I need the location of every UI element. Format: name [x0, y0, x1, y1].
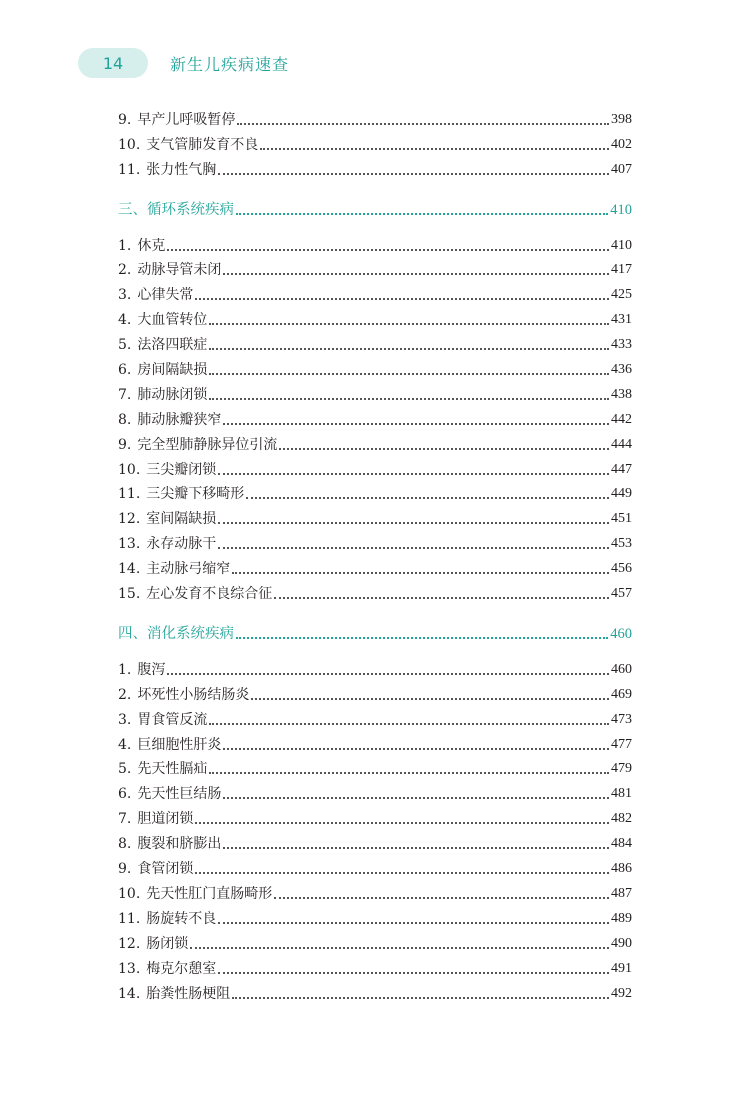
dot-leader — [223, 423, 609, 425]
dot-leader — [167, 249, 609, 251]
entry-page-number: 460 — [611, 661, 632, 677]
entry-page-number: 449 — [611, 486, 632, 502]
entry-page-number: 481 — [611, 786, 632, 802]
toc-entry[interactable] — [118, 454, 632, 479]
entry-number: 6. — [118, 786, 132, 803]
dot-leader — [232, 572, 609, 574]
toc-entry[interactable] — [118, 828, 632, 853]
dot-leader — [190, 947, 609, 949]
entry-title: 腹泻 — [137, 661, 166, 678]
entry-page-number: 482 — [611, 811, 632, 827]
entry-page-number: 436 — [611, 362, 632, 378]
entry-number: 12. — [118, 511, 141, 528]
entry-number: 10. — [118, 461, 141, 478]
entry-page-number: 490 — [611, 935, 632, 951]
entry-page-number: 444 — [611, 436, 632, 452]
dot-leader — [223, 273, 609, 275]
toc-entry[interactable] — [118, 928, 632, 953]
entry-page-number: 492 — [611, 985, 632, 1001]
entry-number: 5. — [118, 761, 132, 778]
entry-title: 肠闭锁 — [146, 935, 189, 952]
entry-page-number: 489 — [611, 910, 632, 926]
dot-leader — [209, 348, 609, 350]
book-title: 新生儿疾病速查 — [170, 54, 290, 74]
entry-title: 先天性肛门直肠畸形 — [146, 885, 273, 902]
toc-entry[interactable] — [118, 279, 632, 304]
dot-leader — [223, 847, 609, 849]
toc-entry[interactable] — [118, 379, 632, 404]
entry-title: 肺动脉闭锁 — [137, 386, 208, 403]
toc-entry[interactable] — [118, 154, 632, 179]
entry-title: 法洛四联症 — [137, 337, 208, 354]
entry-title: 胃食管反流 — [137, 711, 208, 728]
entry-number: 3. — [118, 287, 132, 304]
toc-entry[interactable] — [118, 304, 632, 329]
entry-number: 14. — [118, 985, 141, 1002]
entry-title: 先天性巨结肠 — [137, 786, 222, 803]
entry-page-number: 431 — [611, 312, 632, 328]
entry-title: 主动脉弓缩窄 — [146, 561, 231, 578]
toc-entry[interactable] — [118, 503, 632, 528]
entry-title: 完全型肺静脉异位引流 — [137, 436, 278, 453]
dot-leader — [218, 972, 609, 974]
entry-page-number: 433 — [611, 337, 632, 353]
entry-title: 休克 — [137, 237, 166, 254]
entry-title: 胆道闭锁 — [137, 811, 194, 828]
toc-entry[interactable] — [118, 754, 632, 779]
entry-page-number: 447 — [611, 461, 632, 477]
entry-page-number: 477 — [611, 736, 632, 752]
dot-leader — [260, 148, 609, 150]
toc-entry[interactable] — [118, 255, 632, 280]
dot-leader — [195, 298, 609, 300]
entry-page-number: 456 — [611, 561, 632, 577]
dot-leader — [167, 673, 609, 675]
entry-page-number: 453 — [611, 536, 632, 552]
section-title: 三、循环系统疾病 — [118, 201, 234, 218]
dot-leader — [223, 748, 609, 750]
entry-number: 5. — [118, 337, 132, 354]
toc-entry[interactable] — [118, 953, 632, 978]
entry-title: 大血管转位 — [137, 312, 208, 329]
entry-page-number: 491 — [611, 960, 632, 976]
entry-number: 11. — [118, 910, 141, 927]
entry-title: 永存动脉干 — [146, 536, 217, 553]
entry-title: 肠旋转不良 — [146, 910, 217, 927]
entry-number: 6. — [118, 362, 132, 379]
page-header — [78, 48, 289, 78]
table-of-contents — [118, 104, 632, 1003]
entry-title: 三尖瓣下移畸形 — [146, 486, 245, 503]
entry-number: 12. — [118, 935, 141, 952]
entry-number: 7. — [118, 811, 132, 828]
entry-number: 8. — [118, 411, 132, 428]
entry-number: 8. — [118, 836, 132, 853]
dot-leader — [237, 123, 609, 125]
section-page-number: 410 — [610, 201, 632, 218]
dot-leader — [251, 698, 609, 700]
entry-number: 7. — [118, 386, 132, 403]
entry-title: 动脉导管未闭 — [137, 262, 222, 279]
dot-leader — [209, 373, 609, 375]
dot-leader — [274, 897, 609, 899]
dot-leader — [232, 997, 609, 999]
entry-title: 房间隔缺损 — [137, 362, 208, 379]
toc-entry[interactable] — [118, 479, 632, 504]
entry-number: 3. — [118, 711, 132, 728]
dot-leader — [218, 173, 609, 175]
dot-leader — [218, 547, 609, 549]
toc-entry[interactable] — [118, 429, 632, 454]
toc-entry[interactable] — [118, 528, 632, 553]
toc-entry[interactable] — [118, 230, 632, 255]
dot-leader — [209, 323, 609, 325]
dot-leader — [223, 797, 609, 799]
toc-entry[interactable] — [118, 729, 632, 754]
entry-number: 11. — [118, 161, 141, 178]
dot-leader — [218, 522, 609, 524]
toc-entry[interactable] — [118, 704, 632, 729]
entry-number: 11. — [118, 486, 141, 503]
entry-number: 1. — [118, 237, 132, 254]
toc-section-heading[interactable] — [118, 619, 632, 643]
entry-number: 13. — [118, 536, 141, 553]
section-page-number: 460 — [610, 626, 632, 643]
entry-title: 梅克尔憩室 — [146, 960, 217, 977]
entry-title: 三尖瓣闭锁 — [146, 461, 217, 478]
entry-title: 左心发育不良综合征 — [146, 586, 273, 603]
dot-leader — [274, 597, 609, 599]
entry-page-number: 479 — [611, 761, 632, 777]
entry-page-number: 457 — [611, 586, 632, 602]
entry-page-number: 410 — [611, 237, 632, 253]
entry-number: 2. — [118, 262, 132, 279]
toc-entry[interactable] — [118, 354, 632, 379]
entry-number: 9. — [118, 436, 132, 453]
entry-number: 1. — [118, 661, 132, 678]
dot-leader — [279, 448, 609, 450]
entry-title: 支气管肺发育不良 — [146, 136, 259, 153]
toc-entry[interactable] — [118, 978, 632, 1003]
entry-title: 巨细胞性肝炎 — [137, 736, 222, 753]
entry-title: 先天性膈疝 — [137, 761, 208, 778]
entry-number: 13. — [118, 960, 141, 977]
entry-page-number: 407 — [611, 161, 632, 177]
entry-title: 早产儿呼吸暂停 — [137, 111, 236, 128]
entry-page-number: 398 — [611, 111, 632, 127]
entry-title: 室间隔缺损 — [146, 511, 217, 528]
dot-leader — [209, 772, 609, 774]
entry-number: 10. — [118, 136, 141, 153]
toc-entry[interactable] — [118, 878, 632, 903]
entry-number: 9. — [118, 861, 132, 878]
entry-title: 心律失常 — [137, 287, 194, 304]
entry-number: 9. — [118, 111, 132, 128]
entry-number: 15. — [118, 586, 141, 603]
dot-leader — [236, 637, 608, 639]
entry-number: 2. — [118, 686, 132, 703]
entry-page-number: 486 — [611, 861, 632, 877]
toc-entry[interactable] — [118, 553, 632, 578]
entry-title: 肺动脉瓣狭窄 — [137, 411, 222, 428]
entry-page-number: 451 — [611, 511, 632, 527]
toc-entry[interactable] — [118, 803, 632, 828]
entry-page-number: 417 — [611, 262, 632, 278]
entry-page-number: 402 — [611, 136, 632, 152]
entry-page-number: 469 — [611, 686, 632, 702]
entry-page-number: 487 — [611, 885, 632, 901]
page-number: 14 — [78, 48, 148, 78]
entry-page-number: 473 — [611, 711, 632, 727]
toc-entry[interactable] — [118, 578, 632, 603]
toc-section-heading[interactable] — [118, 195, 632, 219]
dot-leader — [218, 473, 609, 475]
entry-title: 张力性气胸 — [146, 161, 217, 178]
entry-page-number: 442 — [611, 411, 632, 427]
entry-page-number: 438 — [611, 386, 632, 402]
dot-leader — [236, 213, 608, 215]
dot-leader — [246, 497, 609, 499]
entry-number: 14. — [118, 561, 141, 578]
dot-leader — [218, 922, 609, 924]
entry-number: 4. — [118, 312, 132, 329]
toc-entry[interactable] — [118, 329, 632, 354]
toc-entry[interactable] — [118, 129, 632, 154]
toc-entry[interactable] — [118, 778, 632, 803]
toc-entry[interactable] — [118, 104, 632, 129]
toc-entry[interactable] — [118, 853, 632, 878]
entry-title: 胎粪性肠梗阻 — [146, 985, 231, 1002]
entry-page-number: 484 — [611, 836, 632, 852]
toc-entry[interactable] — [118, 903, 632, 928]
dot-leader — [195, 822, 609, 824]
entry-title: 腹裂和脐膨出 — [137, 836, 222, 853]
dot-leader — [209, 723, 609, 725]
dot-leader — [195, 872, 609, 874]
entry-number: 10. — [118, 885, 141, 902]
section-title: 四、消化系统疾病 — [118, 626, 234, 643]
entry-title: 坏死性小肠结肠炎 — [137, 686, 250, 703]
entry-number: 4. — [118, 736, 132, 753]
entry-title: 食管闭锁 — [137, 861, 194, 878]
entry-page-number: 425 — [611, 287, 632, 303]
dot-leader — [209, 398, 609, 400]
toc-entry[interactable] — [118, 404, 632, 429]
toc-entry[interactable] — [118, 679, 632, 704]
toc-entry[interactable] — [118, 654, 632, 679]
